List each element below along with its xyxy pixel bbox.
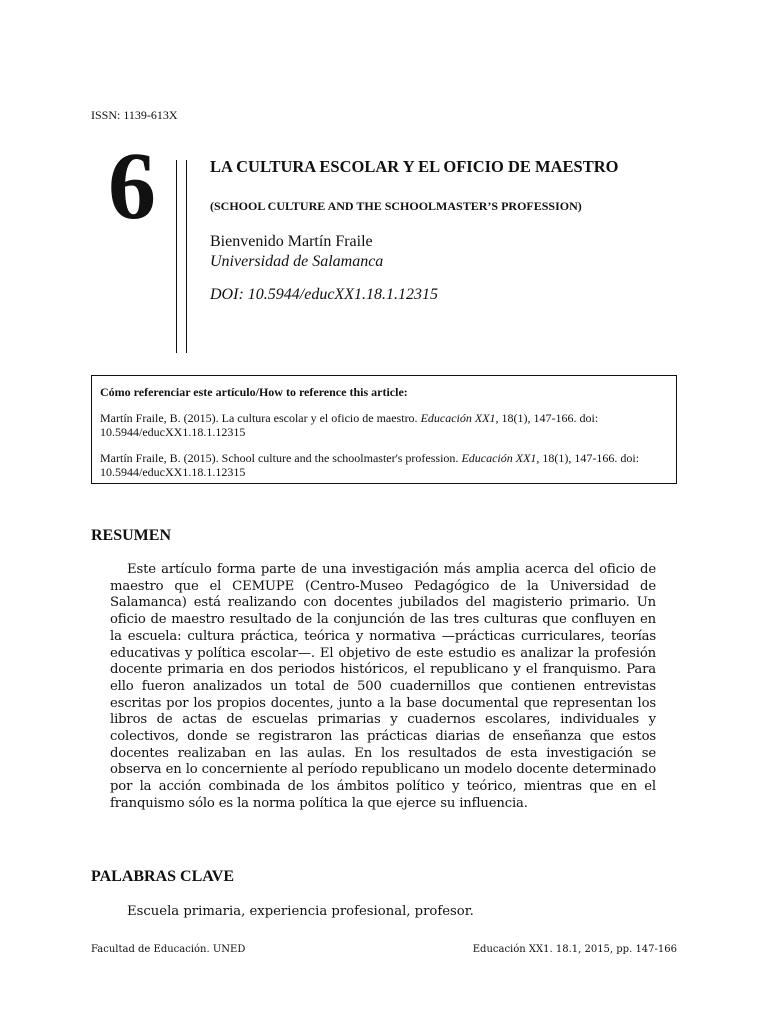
citation-box <box>91 375 677 484</box>
citation-journal: Educación XX1, <box>420 410 499 425</box>
citation-entry-spanish <box>100 411 668 440</box>
vertical-rule-right <box>186 160 187 353</box>
article-doi: DOI: 10.5944/educXX1.18.1.12315 <box>210 286 438 303</box>
resumen-heading: RESUMEN <box>91 527 172 544</box>
citation-details: 18(1), 147-166. doi: 10.5944/educXX1.18.1.12315 <box>100 450 640 479</box>
footer-publisher: Facultad de Educación. UNED <box>91 944 246 955</box>
article-title: LA CULTURA ESCOLAR Y EL OFICIO DE MAESTRO <box>210 157 619 176</box>
author-name: Bienvenido Martín Fraile <box>210 233 373 250</box>
citation-details: 18(1), 147-166. doi: 10.5944/educXX1.18.1.12315 <box>100 410 599 439</box>
issn: ISSN: 1139-613X <box>91 108 178 122</box>
citation-text: Martín Fraile, B. (2015). La cultura escolar y el oficio de maestro. <box>100 410 421 425</box>
keywords-heading: PALABRAS CLAVE <box>91 868 234 885</box>
citation-journal: Educación XX1, <box>461 450 540 465</box>
keywords-text: Escuela primaria, experiencia profesional, profesor. <box>127 904 474 919</box>
citation-text: Martín Fraile, B. (2015). School culture and the schoolmaster's profession. <box>100 450 462 465</box>
citation-entry-english <box>100 451 668 480</box>
citation-heading: Cómo referenciar este artículo/How to reference this article: <box>100 385 408 399</box>
article-subtitle: (SCHOOL CULTURE AND THE SCHOOLMASTER’S PROFESSION) <box>210 199 582 213</box>
resumen-text: Este artículo forma parte de una investigación más amplia acerca del oficio de maestro que el CEMUPE (Centro-Museo Pedagógico de la Universidad de Salamanca) está realizando con docentes jubilados del magisterio primario. Un oficio de maestro resultado de la conjunción de las tres culturas que confluyen en la escuela: cultura práctica, teórica y normativa —prácticas curriculares, teorías educativas y política escolar—. El objetivo de este estudio es analizar la profesión docente primaria en dos periodos históricos, el republicano y el franquismo. Para ello fueron analizados un total de 500 cuadernillos que contienen entrevistas escritas por los propios docentes, junto a la base documental que representan los libros de actas de escuelas primarias y cuadernos escolares, individuales y colectivos, donde se registraron las prácticas diarias de enseñanza que estos docentes realizaban en las aulas. En los resultados de esta investigación se observa en lo concerniente al período republicano un modelo docente determinado por la acción combinada de los ámbitos político y teórico, mientras que en el franquismo sólo es la norma política la que ejerce su influencia. <box>110 562 656 811</box>
chapter-number: 6 <box>108 132 156 239</box>
author-affiliation: Universidad de Salamanca <box>210 253 384 270</box>
footer-journal-info: Educación XX1. 18.1, 2015, pp. 147-166 <box>472 944 677 955</box>
vertical-rule-left <box>176 160 177 353</box>
article-header <box>210 157 680 304</box>
